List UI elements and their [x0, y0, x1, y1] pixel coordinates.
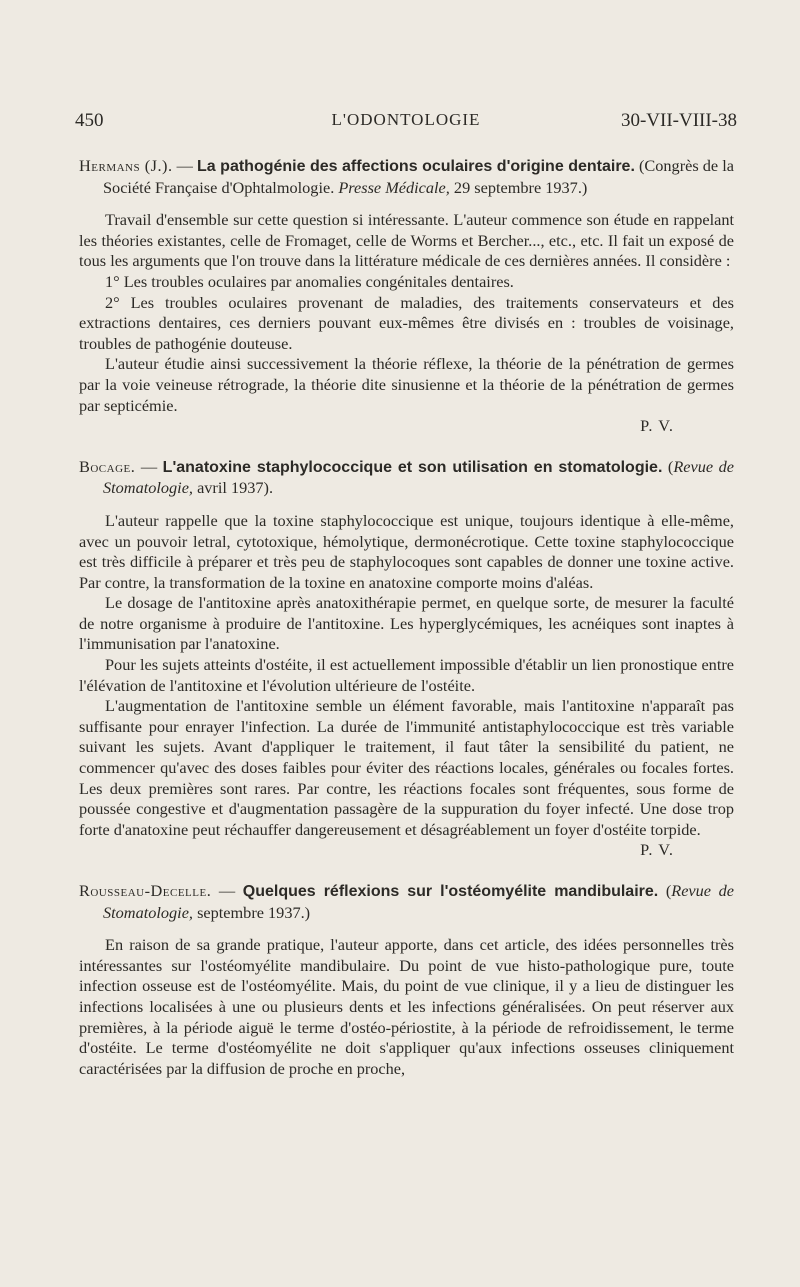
review-signature: P. V. [640, 416, 674, 436]
review-body [79, 210, 734, 416]
review-entry [79, 156, 734, 437]
source-suffix: septembre 1937.) [193, 902, 311, 922]
review-entry [79, 881, 734, 1079]
source-journal: Revue de Stomatologie, [103, 456, 735, 498]
heading-dash: — [172, 156, 198, 175]
review-signature: P. V. [640, 840, 674, 860]
issue-date: 30-VII-VIII-38 [620, 110, 737, 131]
review-paragraph: En raison de sa grande pratique, l'auteur apporte, dans cet article, des idées personnelles très intéressantes sur l'ostéomyélite mandibulaire. Du point de vue histo-pathologique pure, toute infection osseuse est de l'ostéomyélite. Mais, du point de vue clinique, il y a lieu de distinguer les infections localisées à une ou plusieurs dents et les infections généralisées. On peut réserver aux premières, à la période aiguë le terme d'ostéo-périostite, à la période de refroidissement, le terme d'ostéite. Le terme d'ostéomyélite ne doit s'appliquer qu'aux infections osseuses cliniquement caractérisées par la diffusion de proche en proche, [79, 935, 734, 1078]
review-paragraph: L'auteur étudie ainsi successivement la théorie réflexe, la théorie de la pénétration de germes par la voie veineuse rétrograde, la théorie dite sinusienne et la théorie de la pénétration de germes par septicémie. [79, 354, 734, 415]
review-entry [79, 457, 734, 861]
article-title: La pathogénie des affections oculaires d'origine dentaire. [197, 158, 635, 175]
review-body [79, 511, 734, 841]
page-content [79, 156, 734, 1079]
source-prefix: (Congrès de la Société Française d'Ophtalmologie. [103, 156, 734, 197]
review-paragraph: L'auteur rappelle que la toxine staphylococcique est unique, toujours identique à elle-même, avec un pouvoir letral, cytotoxique, hémolytique, dermonécrotique. Cette toxine staphylococcique est très difficile à préparer et très peu de staphylocoques sont capables de donner une toxine active. Par contre, la transformation de la toxine en anatoxine comporte moins d'aléas. [79, 510, 734, 592]
source-suffix: 29 septembre 1937.) [449, 177, 588, 197]
review-paragraph: Le dosage de l'antitoxine après anatoxithérapie permet, en quelque sorte, de mesurer la faculté de notre organisme à produire de l'antitoxine. Les hyperglycémiques, les acnéiques sont inaptes à l'immunisation par l'anatoxine. [79, 593, 734, 654]
journal-title: L'ODONTOLOGIE [331, 110, 481, 129]
heading-dash: — [211, 881, 243, 900]
review-paragraph: 1° Les troubles oculaires par anomalies congénitales dentaires. [105, 271, 514, 291]
review-body [79, 935, 734, 1079]
source-journal: Presse Médicale, [338, 177, 450, 197]
source-journal: Revue de Stomatologie, [103, 881, 735, 922]
page-number: 450 [75, 110, 104, 131]
review-heading [79, 457, 734, 499]
review-paragraph: 2° Les troubles oculaires provenant de maladies, des traitements conservateurs et des extractions dentaires, ces derniers pouvant eux-mêmes être divisés en : troubles de voisinage, troubles de pathogénie douteuse. [79, 292, 734, 353]
review-heading [79, 156, 734, 198]
article-title: Quelques réflexions sur l'ostéomyélite mandibulaire. [242, 883, 659, 900]
review-author: Bocage. [79, 456, 136, 476]
running-header [75, 110, 737, 134]
article-title: L'anatoxine staphylococcique et son utilisation en stomatologie. [162, 458, 663, 476]
source-prefix: ( [658, 881, 672, 900]
review-paragraph: Pour les sujets atteints d'ostéite, il est actuellement impossible d'établir un lien pronostique entre l'élévation de l'antitoxine et l'évolution ultérieure de l'ostéite. [79, 655, 734, 695]
review-heading [79, 881, 734, 923]
review-author: Rousseau-Decelle. [79, 881, 212, 900]
source-suffix: avril 1937). [193, 478, 274, 498]
heading-dash: — [135, 456, 163, 476]
review-paragraph: L'augmentation de l'antitoxine semble un élément favorable, mais l'antitoxine n'apparaît pas suffisante pour enrayer l'infection. La durée de l'immunité antistaphylococcique est très variable suivant les sujets. Avant d'appliquer le traitement, il faut tâter la sensibilité du patient, ne commencer qu'avec des doses faibles pour éviter des réactions locales, générales ou focales fortes. Les deux premières sont rares. Par contre, les réactions focales sont fréquentes, sous forme de poussée congestive et d'augmentation passagère de la suppuration du foyer infecté. Une dose trop forte d'anatoxine peut réchauffer dangereusement et désagréablement un foyer d'ostéite torpide. [79, 696, 734, 839]
source-prefix: ( [662, 456, 674, 476]
review-author: Hermans (J.). [79, 156, 173, 175]
review-paragraph: Travail d'ensemble sur cette question si intéressante. L'auteur commence son étude en rappelant les théories existantes, celle de Fromaget, celle de Worms et Bercher..., etc., etc. Il fait un exposé de tous les arguments que l'on trouve dans la littérature médicale de ces dernières années. Il considère : [79, 210, 734, 271]
